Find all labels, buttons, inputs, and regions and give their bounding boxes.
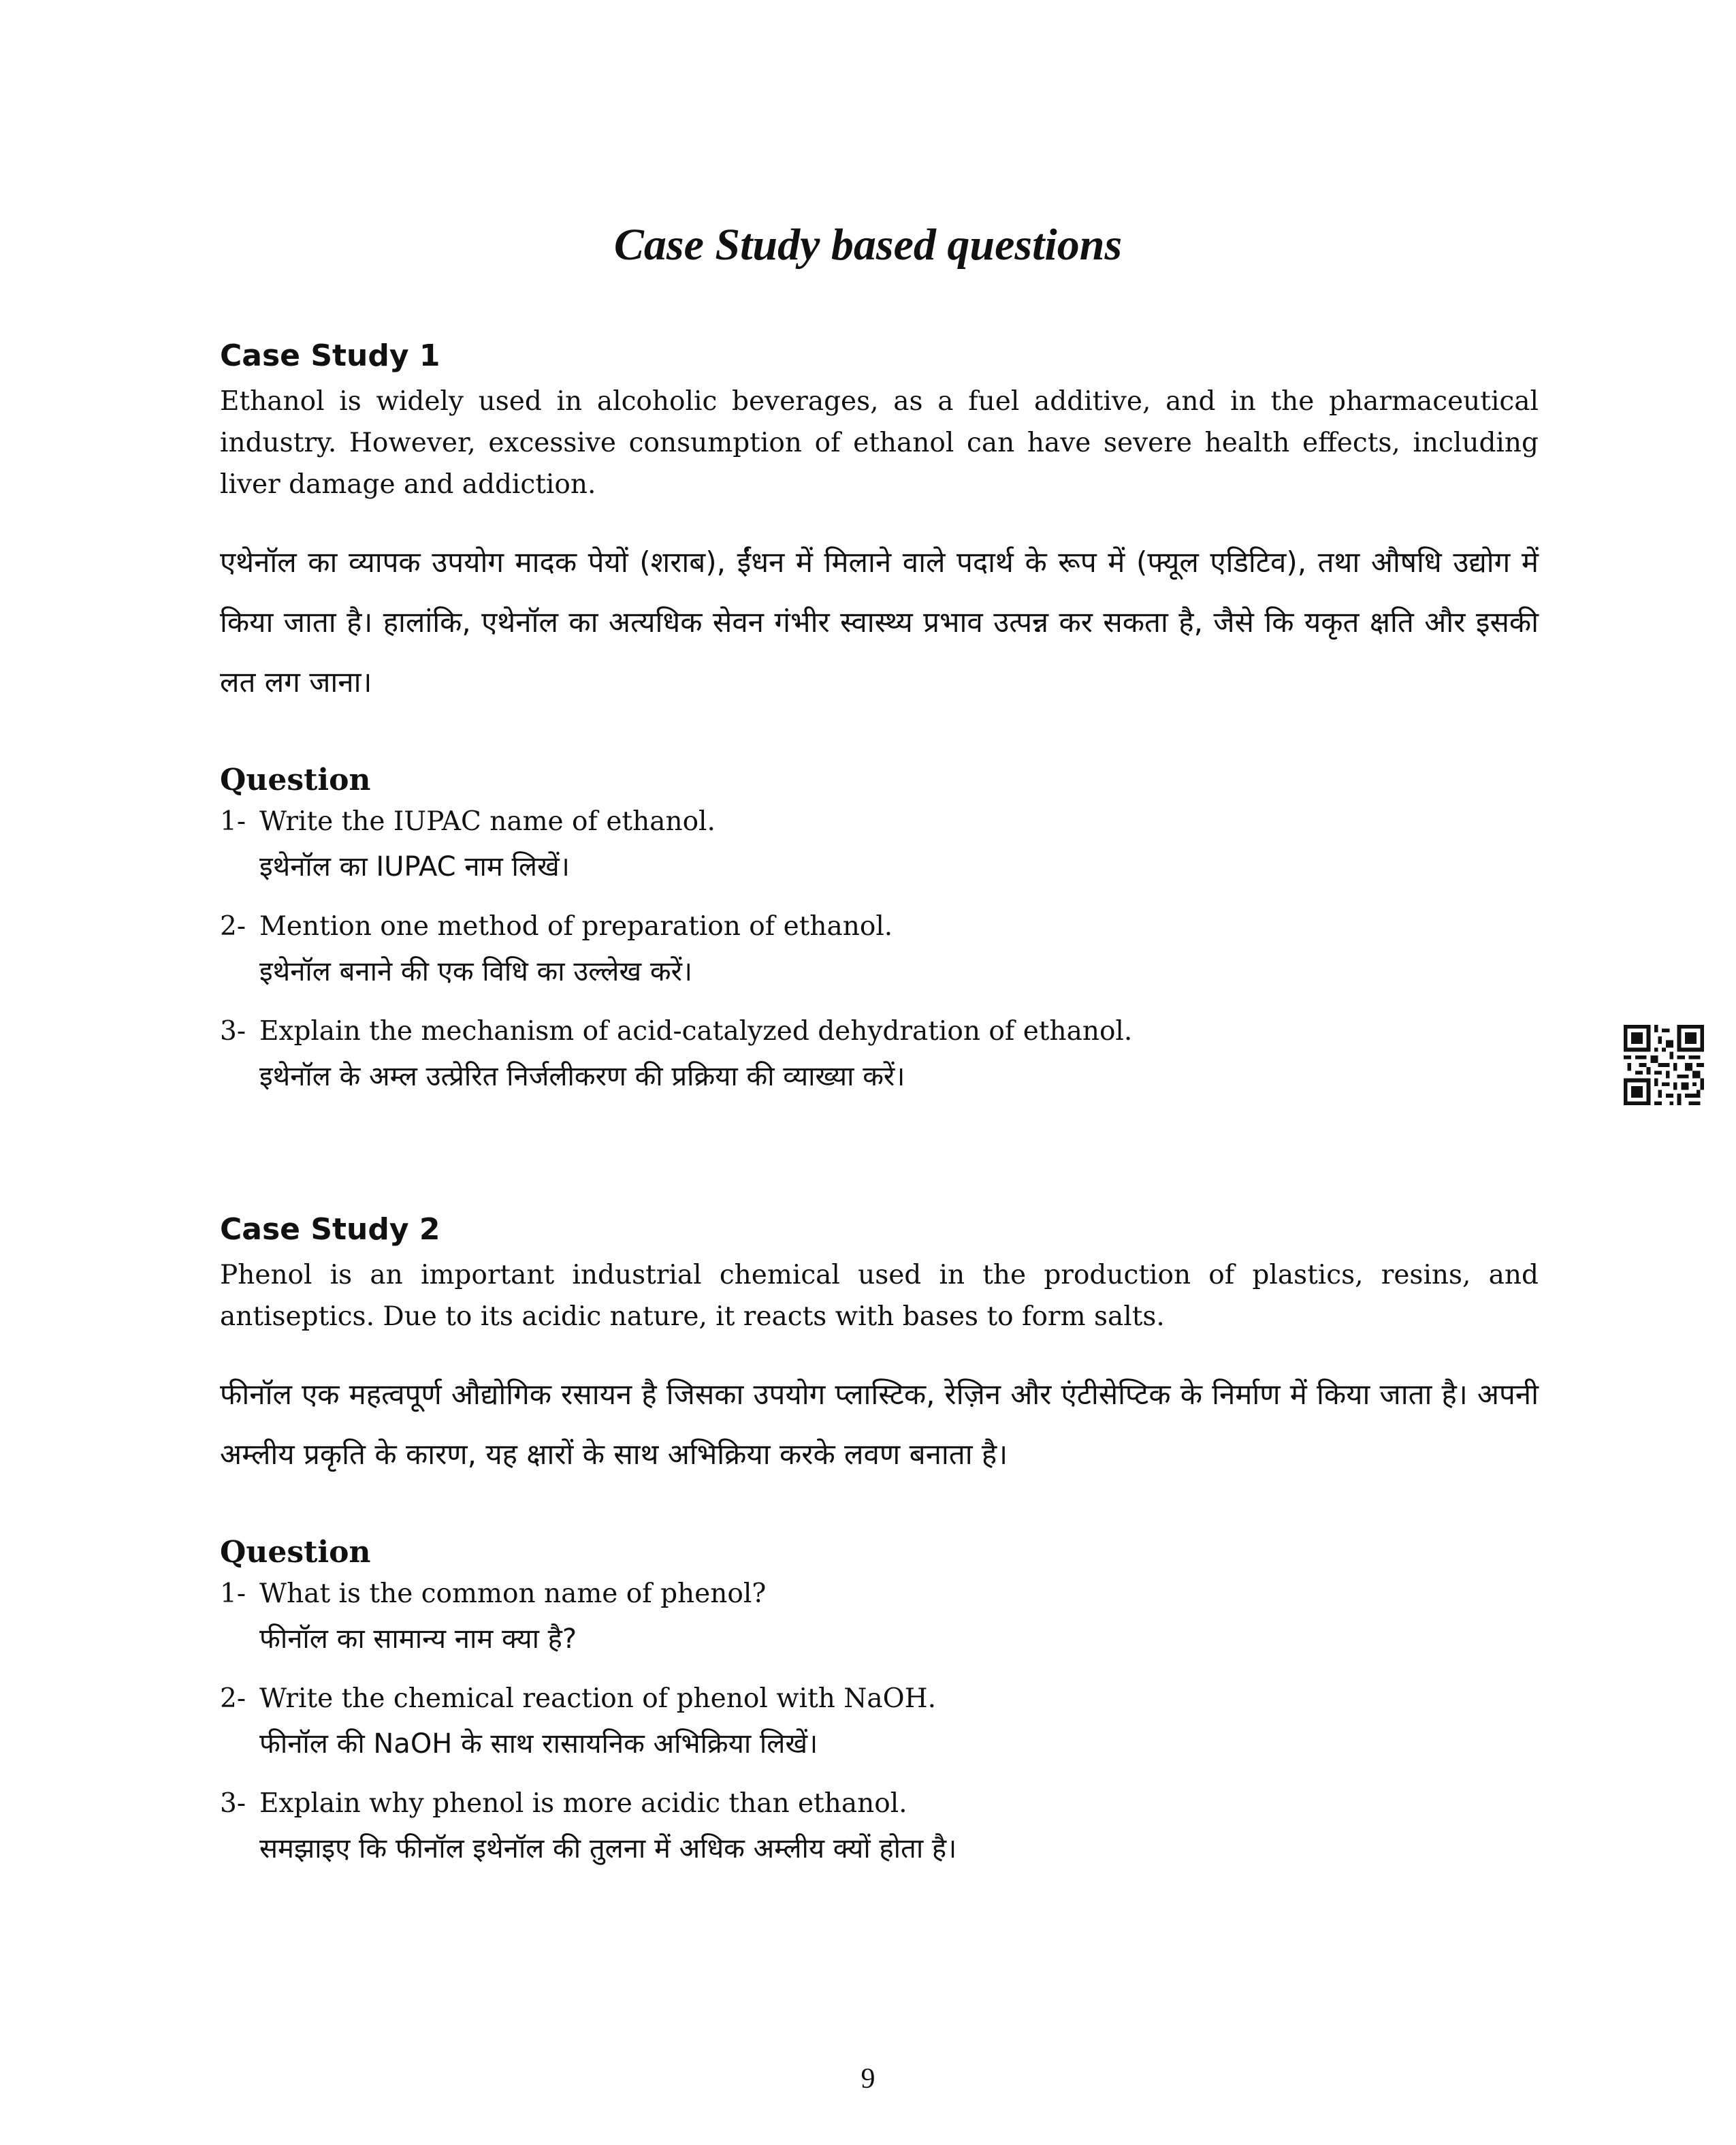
case-study-1 <box>220 337 1539 1115</box>
question-english: What is the common name of phenol? <box>259 1578 767 1609</box>
question-number: 1- <box>220 1578 246 1609</box>
page-title: Case Study based questions <box>613 220 1123 270</box>
question-number: 2- <box>220 911 246 942</box>
case-study-heading: Case Study 2 <box>220 1212 440 1247</box>
question-heading: Question <box>220 763 371 797</box>
qr-code-icon[interactable] <box>1624 1025 1704 1105</box>
question-number: 3- <box>220 1016 246 1047</box>
question-hindi: इथेनॉल बनाने की एक विधि का उल्लेख करें। <box>259 956 693 987</box>
question-hindi: फीनॉल की NaOH के साथ रासायनिक अभिक्रिया लिखें। <box>259 1728 818 1760</box>
question-list <box>220 1573 1539 1873</box>
question-item <box>220 1678 1539 1768</box>
question-item <box>220 906 1539 996</box>
page-number: 9 <box>861 2063 875 2095</box>
question-heading: Question <box>220 1535 371 1570</box>
question-number: 1- <box>220 806 246 837</box>
case-study-hindi-text: एथेनॉल का व्यापक उपयोग मादक पेयों (शराब), ईंधन में मिलाने वाले पदार्थ के रूप में (फ्यूल एडिटिव), तथा औषधि उद्योग में किया जाता है। हालांकि, एथेनॉल का अत्यधिक सेवन गंभीर स्वास्थ्य प्रभाव उत्पन्न कर सकता है, जैसे कि यकृत क्षति और इसकी लत लग जाना। <box>220 545 1539 699</box>
question-item <box>220 1573 1539 1663</box>
question-english: Explain why phenol is more acidic than ethanol. <box>259 1788 907 1819</box>
question-hindi: फीनॉल का सामान्य नाम क्या है? <box>259 1623 577 1655</box>
question-number: 3- <box>220 1788 246 1819</box>
question-english: Explain the mechanism of acid-catalyzed dehydration of ethanol. <box>259 1016 1133 1047</box>
question-hindi: इथेनॉल के अम्ल उत्प्रेरित निर्जलीकरण की प्रक्रिया की व्याख्या करें। <box>259 1061 905 1092</box>
question-item <box>220 1783 1539 1873</box>
case-study-hindi-text: फीनॉल एक महत्वपूर्ण औद्योगिक रसायन है जिसका उपयोग प्लास्टिक, रेज़िन और एंटीसेप्टिक के निर्माण में किया जाता है। अपनी अम्लीय प्रकृति के कारण, यह क्षारों के साथ अभिक्रिया करके लवण बनाता है। <box>220 1378 1539 1471</box>
question-item <box>220 1011 1539 1100</box>
case-study-heading: Case Study 1 <box>220 338 440 373</box>
question-number: 2- <box>220 1683 246 1714</box>
question-hindi: इथेनॉल का IUPAC नाम लिखें। <box>259 851 570 883</box>
question-hindi: समझाइए कि फीनॉल इथेनॉल की तुलना में अधिक अम्लीय क्यों होता है। <box>259 1833 957 1864</box>
question-item <box>220 801 1539 891</box>
case-study-english-text: Ethanol is widely used in alcoholic beverages, as a fuel additive, and in the pharmaceutical industry. However, excessive consumption of ethanol can have severe health effects, including liver damage and addiction. <box>220 386 1539 500</box>
case-study-english-text: Phenol is an important industrial chemical used in the production of plastics, resins, and antiseptics. Due to its acidic nature, it reacts with bases to form salts. <box>220 1260 1539 1332</box>
question-english: Write the IUPAC name of ethanol. <box>259 806 716 837</box>
question-english: Write the chemical reaction of phenol with NaOH. <box>259 1683 937 1714</box>
case-study-2 <box>220 1211 1539 1888</box>
question-english: Mention one method of preparation of ethanol. <box>259 911 893 942</box>
question-list <box>220 801 1539 1100</box>
